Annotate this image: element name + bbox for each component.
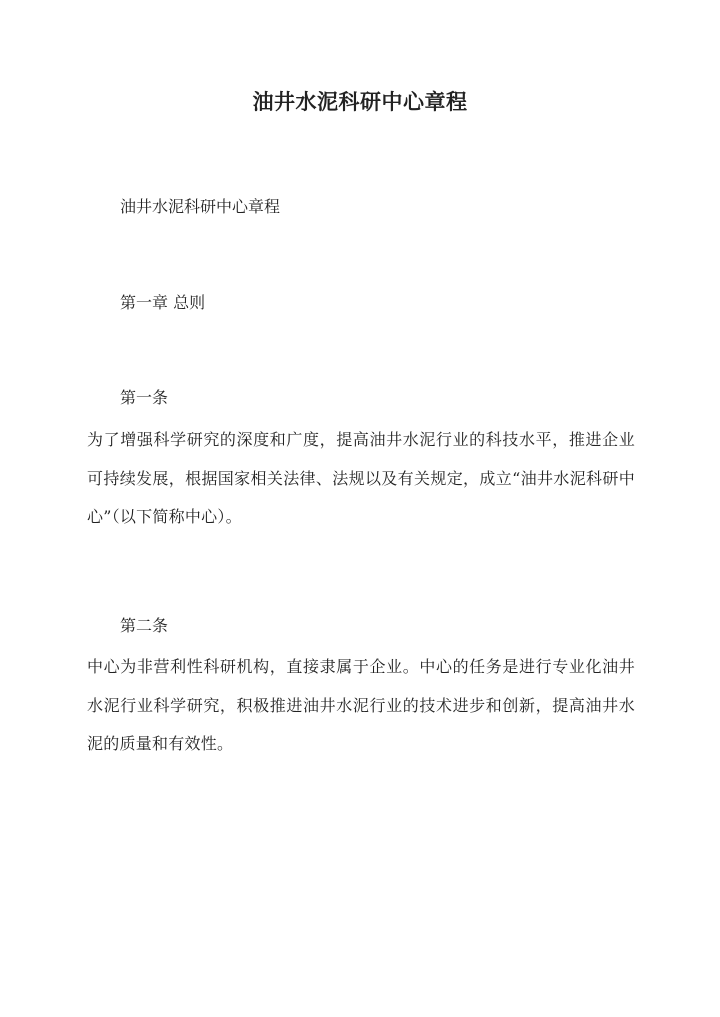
document-subtitle: 油井水泥科研中心章程: [120, 197, 281, 216]
chapter-heading: 第一章 总则: [120, 293, 206, 312]
article-2-body: 中心为非营利性科研机构，直接隶属于企业。中心的任务是进行专业化油井水泥行业科学研究，积极推进油井水泥行业的技术进步和创新，提高油井水泥的质量和有效性。: [87, 657, 635, 753]
document-title: 油井水泥科研中心章程: [252, 89, 468, 114]
article-1-heading: 第一条: [120, 388, 169, 407]
article-2-heading: 第二条: [120, 616, 169, 635]
article-1-body: 为了增强科学研究的深度和广度，提高油井水泥行业的科技水平，推进企业可持续发展，根据国家相关法律、法规以及有关规定，成立“油井水泥科研中心”（以下简称中心）。: [87, 430, 635, 526]
